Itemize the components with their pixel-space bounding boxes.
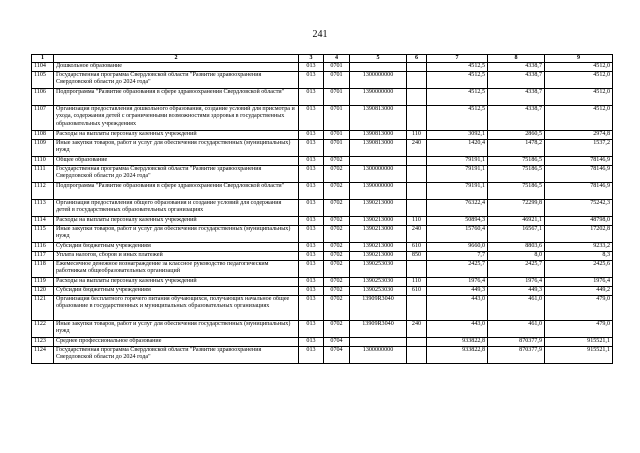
page-number: 241	[312, 29, 328, 40]
row-number-cell: 1122	[32, 321, 54, 338]
row-number-cell: 1119	[32, 278, 54, 287]
table-row	[32, 217, 613, 226]
expense-type-cell: 610	[407, 243, 427, 252]
header-cell: 2	[54, 55, 299, 63]
amount-year3-cell: 4512,0	[545, 72, 613, 89]
ministry-code-cell: 013	[299, 200, 324, 217]
amount-year3-cell: 915521,1	[545, 338, 613, 347]
amount-year2-cell: 4338,7	[488, 63, 545, 72]
amount-year3-cell: 2425,6	[545, 261, 613, 278]
amount-year2-cell: 72299,8	[488, 200, 545, 217]
table-row	[32, 278, 613, 287]
ministry-code-cell: 013	[299, 131, 324, 140]
expense-type-cell	[407, 183, 427, 200]
section-code-cell: 0702	[324, 321, 350, 338]
target-article-cell: 1390000000	[350, 89, 407, 106]
amount-year3-cell: 4512,0	[545, 63, 613, 72]
expense-name-cell: Организация предоставления дошкольного образования, создание условий для присмотра и ухода, содержания детей с ограниченными возможностями здоровья в государственных образовательных учреждениях	[54, 106, 299, 131]
section-code-cell: 0702	[324, 287, 350, 296]
table-row	[32, 131, 613, 140]
target-article-cell: 13909R3040	[350, 321, 407, 338]
target-article-cell: 1390000000	[350, 183, 407, 200]
amount-year3-cell: 17202,8	[545, 226, 613, 243]
section-code-cell: 0701	[324, 63, 350, 72]
expense-name-cell: Иные закупки товаров, работ и услуг для обеспечения государственных (муниципальных) нужд	[54, 321, 299, 338]
target-article-cell: 1390253030	[350, 287, 407, 296]
amount-year1-cell: 4512,5	[427, 63, 488, 72]
expense-name-cell: Общее образование	[54, 157, 299, 166]
ministry-code-cell: 013	[299, 347, 324, 364]
row-number-cell: 1115	[32, 226, 54, 243]
header-cell: 9	[545, 55, 613, 63]
table-row	[32, 287, 613, 296]
amount-year2-cell: 4338,7	[488, 89, 545, 106]
row-number-cell: 1107	[32, 106, 54, 131]
row-number-cell: 1108	[32, 131, 54, 140]
ministry-code-cell: 013	[299, 261, 324, 278]
amount-year1-cell: 443,0	[427, 296, 488, 321]
row-number-cell: 1114	[32, 217, 54, 226]
section-code-cell: 0702	[324, 166, 350, 183]
expense-type-cell: 850	[407, 252, 427, 261]
target-article-cell: 1390813000	[350, 131, 407, 140]
target-article-cell: 13909R3040	[350, 296, 407, 321]
table-row	[32, 63, 613, 72]
amount-year3-cell: 4512,0	[545, 106, 613, 131]
ministry-code-cell: 013	[299, 226, 324, 243]
ministry-code-cell: 013	[299, 157, 324, 166]
amount-year2-cell: 4338,7	[488, 72, 545, 89]
table-row	[32, 200, 613, 217]
amount-year2-cell: 75186,5	[488, 157, 545, 166]
amount-year2-cell: 461,0	[488, 296, 545, 321]
expense-name-cell: Иные закупки товаров, работ и услуг для обеспечения государственных (муниципальных) нужд	[54, 226, 299, 243]
amount-year1-cell: 7,7	[427, 252, 488, 261]
ministry-code-cell: 013	[299, 296, 324, 321]
table-row	[32, 157, 613, 166]
section-code-cell: 0702	[324, 183, 350, 200]
amount-year2-cell: 449,3	[488, 287, 545, 296]
section-code-cell: 0702	[324, 157, 350, 166]
expense-name-cell: Подпрограмма "Развитие образования в сфере здравоохранения Свердловской области"	[54, 183, 299, 200]
target-article-cell	[350, 338, 407, 347]
table-header-row	[32, 55, 613, 63]
section-code-cell: 0702	[324, 243, 350, 252]
amount-year1-cell: 449,3	[427, 287, 488, 296]
header-cell: 7	[427, 55, 488, 63]
amount-year3-cell: 75242,3	[545, 200, 613, 217]
expense-name-cell: Государственная программа Свердловской области "Развитие здравоохранения Свердловской области до 2024 года"	[54, 347, 299, 364]
ministry-code-cell: 013	[299, 243, 324, 252]
ministry-code-cell: 013	[299, 278, 324, 287]
expense-name-cell: Расходы на выплаты персоналу казенных учреждений	[54, 217, 299, 226]
header-cell: 6	[407, 55, 427, 63]
ministry-code-cell: 013	[299, 252, 324, 261]
target-article-cell: 1390253030	[350, 278, 407, 287]
budget-table	[31, 54, 613, 364]
ministry-code-cell: 013	[299, 217, 324, 226]
ministry-code-cell: 013	[299, 72, 324, 89]
ministry-code-cell: 013	[299, 166, 324, 183]
expense-type-cell	[407, 261, 427, 278]
amount-year1-cell: 1976,4	[427, 278, 488, 287]
expense-type-cell: 110	[407, 278, 427, 287]
header-cell: 3	[299, 55, 324, 63]
amount-year1-cell: 79191,1	[427, 166, 488, 183]
expense-name-cell: Субсидии бюджетным учреждениям	[54, 287, 299, 296]
amount-year3-cell: 1976,4	[545, 278, 613, 287]
expense-type-cell: 240	[407, 226, 427, 243]
amount-year2-cell: 46921,1	[488, 217, 545, 226]
amount-year2-cell: 2860,5	[488, 131, 545, 140]
target-article-cell: 1390813000	[350, 140, 407, 157]
section-code-cell: 0702	[324, 200, 350, 217]
amount-year2-cell: 75186,5	[488, 166, 545, 183]
expense-type-cell	[407, 157, 427, 166]
target-article-cell: 1390813000	[350, 106, 407, 131]
row-number-cell: 1113	[32, 200, 54, 217]
amount-year1-cell: 933822,8	[427, 338, 488, 347]
row-number-cell: 1118	[32, 261, 54, 278]
expense-type-cell: 110	[407, 217, 427, 226]
table-row	[32, 321, 613, 338]
expense-name-cell: Расходы на выплаты персоналу казенных учреждений	[54, 131, 299, 140]
header-cell: 8	[488, 55, 545, 63]
header-cell: 5	[350, 55, 407, 63]
header-cell: 4	[324, 55, 350, 63]
amount-year1-cell: 4512,5	[427, 106, 488, 131]
ministry-code-cell: 013	[299, 183, 324, 200]
header-cell: 1	[32, 55, 54, 63]
table-row	[32, 296, 613, 321]
row-number-cell: 1117	[32, 252, 54, 261]
amount-year1-cell: 76322,4	[427, 200, 488, 217]
expense-type-cell: 110	[407, 131, 427, 140]
expense-name-cell: Среднее профессиональное образование	[54, 338, 299, 347]
expense-name-cell: Уплата налогов, сборов и иных платежей	[54, 252, 299, 261]
section-code-cell: 0702	[324, 261, 350, 278]
amount-year2-cell: 4338,7	[488, 106, 545, 131]
expense-type-cell: 610	[407, 287, 427, 296]
row-number-cell: 1112	[32, 183, 54, 200]
amount-year1-cell: 3092,1	[427, 131, 488, 140]
target-article-cell: 1300000000	[350, 347, 407, 364]
amount-year3-cell: 1537,2	[545, 140, 613, 157]
target-article-cell	[350, 157, 407, 166]
ministry-code-cell: 013	[299, 338, 324, 347]
section-code-cell: 0702	[324, 252, 350, 261]
section-code-cell: 0704	[324, 347, 350, 364]
row-number-cell: 1104	[32, 63, 54, 72]
row-number-cell: 1106	[32, 89, 54, 106]
target-article-cell: 1300000000	[350, 166, 407, 183]
section-code-cell: 0702	[324, 226, 350, 243]
target-article-cell: 1390213000	[350, 252, 407, 261]
expense-type-cell: 240	[407, 140, 427, 157]
table-row	[32, 347, 613, 364]
amount-year2-cell: 1976,4	[488, 278, 545, 287]
table-row	[32, 89, 613, 106]
target-article-cell: 1390213000	[350, 243, 407, 252]
amount-year1-cell: 79191,1	[427, 157, 488, 166]
amount-year1-cell: 4512,5	[427, 89, 488, 106]
amount-year2-cell: 2425,7	[488, 261, 545, 278]
ministry-code-cell: 013	[299, 89, 324, 106]
expense-name-cell: Государственная программа Свердловской области "Развитие здравоохранения Свердловской области до 2024 года"	[54, 166, 299, 183]
ministry-code-cell: 013	[299, 140, 324, 157]
amount-year3-cell: 479,0	[545, 321, 613, 338]
amount-year3-cell: 8,3	[545, 252, 613, 261]
expense-type-cell	[407, 89, 427, 106]
amount-year3-cell: 4512,0	[545, 89, 613, 106]
row-number-cell: 1124	[32, 347, 54, 364]
ministry-code-cell: 013	[299, 63, 324, 72]
expense-name-cell: Государственная программа Свердловской области "Развитие здравоохранения Свердловской области до 2024 года"	[54, 72, 299, 89]
table-row	[32, 140, 613, 157]
expense-type-cell: 240	[407, 321, 427, 338]
amount-year1-cell: 933822,8	[427, 347, 488, 364]
amount-year1-cell: 9660,0	[427, 243, 488, 252]
row-number-cell: 1120	[32, 287, 54, 296]
amount-year2-cell: 75186,5	[488, 183, 545, 200]
expense-type-cell	[407, 347, 427, 364]
expense-type-cell	[407, 72, 427, 89]
amount-year3-cell: 449,2	[545, 287, 613, 296]
amount-year1-cell: 2425,7	[427, 261, 488, 278]
expense-name-cell: Расходы на выплаты персоналу казенных учреждений	[54, 278, 299, 287]
section-code-cell: 0701	[324, 72, 350, 89]
expense-name-cell: Подпрограмма "Развитие образования в сфере здравоохранения Свердловской области"	[54, 89, 299, 106]
expense-type-cell	[407, 166, 427, 183]
amount-year3-cell: 915521,1	[545, 347, 613, 364]
amount-year1-cell: 15760,4	[427, 226, 488, 243]
target-article-cell	[350, 63, 407, 72]
target-article-cell: 1390253030	[350, 261, 407, 278]
table-row	[32, 72, 613, 89]
amount-year2-cell: 8803,6	[488, 243, 545, 252]
table-row	[32, 252, 613, 261]
amount-year3-cell: 2974,8	[545, 131, 613, 140]
section-code-cell: 0701	[324, 89, 350, 106]
amount-year2-cell: 870377,9	[488, 347, 545, 364]
row-number-cell: 1123	[32, 338, 54, 347]
ministry-code-cell: 013	[299, 321, 324, 338]
target-article-cell: 1390213000	[350, 226, 407, 243]
amount-year1-cell: 79191,1	[427, 183, 488, 200]
row-number-cell: 1116	[32, 243, 54, 252]
table-row	[32, 338, 613, 347]
expense-name-cell: Организация предоставления общего образования и создание условий для содержания детей в государственных образовательных организациях	[54, 200, 299, 217]
table-row	[32, 166, 613, 183]
target-article-cell: 1390213000	[350, 200, 407, 217]
section-code-cell: 0702	[324, 217, 350, 226]
expense-type-cell	[407, 63, 427, 72]
expense-name-cell: Иные закупки товаров, работ и услуг для обеспечения государственных (муниципальных) нужд	[54, 140, 299, 157]
row-number-cell: 1109	[32, 140, 54, 157]
target-article-cell: 1300000000	[350, 72, 407, 89]
expense-type-cell	[407, 338, 427, 347]
section-code-cell: 0704	[324, 338, 350, 347]
expense-name-cell: Субсидии бюджетным учреждениям	[54, 243, 299, 252]
ministry-code-cell: 013	[299, 106, 324, 131]
section-code-cell: 0701	[324, 106, 350, 131]
ministry-code-cell: 013	[299, 287, 324, 296]
section-code-cell: 0702	[324, 278, 350, 287]
amount-year3-cell: 78146,9	[545, 157, 613, 166]
table-row	[32, 106, 613, 131]
amount-year3-cell: 78146,9	[545, 183, 613, 200]
amount-year3-cell: 479,0	[545, 296, 613, 321]
target-article-cell: 1390213000	[350, 217, 407, 226]
amount-year2-cell: 461,0	[488, 321, 545, 338]
expense-type-cell	[407, 296, 427, 321]
row-number-cell: 1105	[32, 72, 54, 89]
expense-name-cell: Ежемесячное денежное вознаграждение за классное руководство педагогическим работникам общеобразовательных организаций	[54, 261, 299, 278]
table-row	[32, 243, 613, 252]
amount-year3-cell: 78146,9	[545, 166, 613, 183]
amount-year2-cell: 8,0	[488, 252, 545, 261]
amount-year2-cell: 870377,9	[488, 338, 545, 347]
table-row	[32, 261, 613, 278]
table-row	[32, 183, 613, 200]
row-number-cell: 1110	[32, 157, 54, 166]
table-body	[32, 63, 613, 364]
table-row	[32, 226, 613, 243]
section-code-cell: 0701	[324, 131, 350, 140]
amount-year1-cell: 443,0	[427, 321, 488, 338]
row-number-cell: 1111	[32, 166, 54, 183]
amount-year1-cell: 4512,5	[427, 72, 488, 89]
amount-year3-cell: 48798,0	[545, 217, 613, 226]
expense-name-cell: Организация бесплатного горячего питания обучающихся, получающих начальное общее образование в государственных и муниципальных образовательных организациях	[54, 296, 299, 321]
amount-year3-cell: 9233,2	[545, 243, 613, 252]
expense-type-cell	[407, 106, 427, 131]
row-number-cell: 1121	[32, 296, 54, 321]
amount-year2-cell: 1478,2	[488, 140, 545, 157]
section-code-cell: 0701	[324, 140, 350, 157]
expense-name-cell: Дошкольное образование	[54, 63, 299, 72]
amount-year1-cell: 50894,3	[427, 217, 488, 226]
section-code-cell: 0702	[324, 296, 350, 321]
amount-year1-cell: 1420,4	[427, 140, 488, 157]
amount-year2-cell: 16567,1	[488, 226, 545, 243]
expense-type-cell	[407, 200, 427, 217]
